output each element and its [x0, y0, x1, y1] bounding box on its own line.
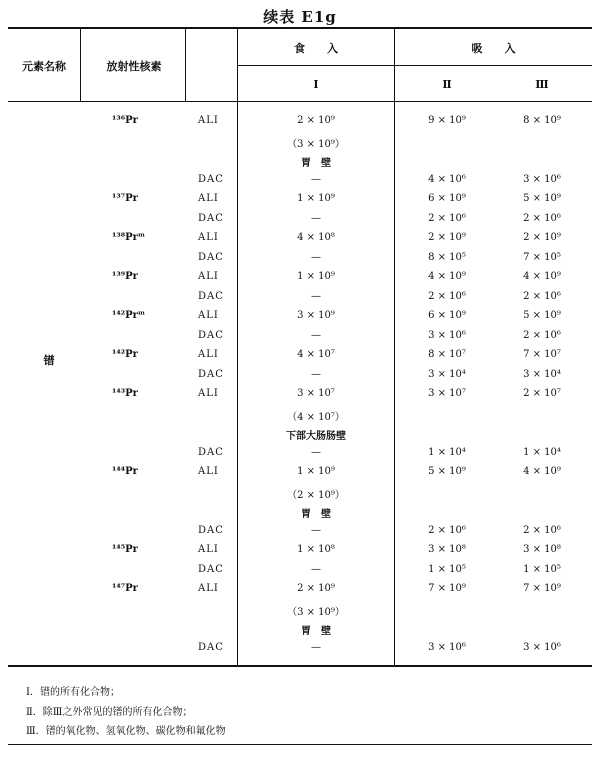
nuclide-cell: ¹³⁷Pr	[112, 193, 138, 204]
header-class-1: Ⅰ	[313, 78, 319, 91]
limit-type-cell: ALI	[198, 544, 219, 555]
limit-type-cell: ALI	[198, 583, 219, 594]
ingestion-cell: 1 × 10⁸	[297, 544, 335, 555]
inhalation-class-2-cell: 2 × 10⁶	[428, 212, 466, 224]
nuclide-cell: ¹⁴⁴Pr	[112, 466, 138, 477]
ingestion-cell: 下部大肠肠壁	[286, 431, 346, 442]
ingestion-cell: —	[311, 212, 321, 224]
inhalation-class-3-cell: 1 × 10⁴	[523, 446, 561, 458]
limit-type-cell: ALI	[198, 232, 219, 243]
col-divider-1	[80, 29, 81, 102]
limit-type-cell: ALI	[198, 388, 219, 399]
table-bottom-rule	[8, 665, 592, 667]
inhalation-class-2-cell: 9 × 10⁹	[428, 115, 466, 126]
limit-type-cell: DAC	[198, 368, 224, 380]
ingestion-cell: —	[311, 329, 321, 341]
inhalation-class-3-cell: 5 × 10⁹	[523, 310, 561, 321]
header-element-name: 元素名称	[22, 60, 66, 73]
inhalation-class-2-cell: 6 × 10⁹	[428, 193, 466, 204]
limit-type-cell: DAC	[198, 524, 224, 536]
limit-type-cell: DAC	[198, 446, 224, 458]
inhalation-class-3-cell: 2 × 10⁷	[523, 388, 561, 399]
header-ingestion: 食 入	[294, 42, 338, 55]
ingestion-cell: （4 × 10⁷）	[287, 411, 345, 423]
inhalation-class-3-cell: 7 × 10⁹	[523, 583, 561, 594]
inhalation-class-3-cell: 7 × 10⁵	[523, 251, 561, 263]
inhalation-class-3-cell: 2 × 10⁶	[523, 329, 561, 341]
inhalation-class-2-cell: 5 × 10⁹	[428, 466, 466, 477]
inhalation-class-3-cell: 3 × 10⁸	[523, 544, 561, 555]
nuclide-cell: ¹³⁹Pr	[112, 271, 138, 282]
inhalation-class-2-cell: 4 × 10⁶	[428, 173, 466, 185]
inhalation-class-2-cell: 2 × 10⁹	[428, 232, 466, 243]
limit-type-cell: ALI	[198, 271, 219, 282]
table-title: 续表 E1g	[263, 8, 337, 26]
nuclide-cell: ¹⁴³Pr	[112, 388, 138, 399]
limit-type-cell: DAC	[198, 329, 224, 341]
nuclide-cell: ¹³⁸Prᵐ	[112, 232, 146, 243]
inhalation-class-3-cell: 7 × 10⁷	[523, 349, 561, 360]
nuclide-cell: ¹⁴²Pr	[112, 349, 138, 360]
inhalation-class-3-cell: 3 × 10⁶	[523, 641, 561, 653]
inhalation-class-3-cell: 4 × 10⁹	[523, 271, 561, 282]
inhalation-class-3-cell: 3 × 10⁴	[523, 368, 561, 380]
inhalation-class-3-cell: 8 × 10⁹	[523, 115, 561, 126]
limit-type-cell: ALI	[198, 349, 219, 360]
inhalation-class-2-cell: 3 × 10⁴	[428, 368, 466, 380]
header-class-3: Ⅲ	[535, 78, 549, 91]
ingestion-cell: 胃 壁	[301, 626, 331, 637]
limit-type-cell: ALI	[198, 193, 219, 204]
header-inhalation: 吸 入	[471, 42, 516, 55]
element-name-cell: 镨	[43, 354, 55, 367]
ingestion-cell: —	[311, 641, 321, 653]
footnote-1: Ⅰ．镨的所有化合物；	[26, 687, 120, 698]
header-class-2: Ⅱ	[442, 78, 452, 91]
ingestion-cell: 4 × 10⁷	[297, 349, 335, 360]
footnote-3: Ⅲ．镨的氧化物、氢氧化物、碳化物和氟化物	[26, 726, 226, 737]
limit-type-cell: DAC	[198, 251, 224, 263]
inhalation-class-2-cell: 1 × 10⁵	[428, 563, 466, 575]
limit-type-cell: DAC	[198, 212, 224, 224]
ingestion-cell: （3 × 10⁹）	[287, 606, 345, 618]
col-divider-2	[185, 29, 186, 102]
ingestion-cell: —	[311, 524, 321, 536]
ingestion-cell: —	[311, 446, 321, 458]
inhalation-class-3-cell: 2 × 10⁶	[523, 524, 561, 536]
limit-type-cell: DAC	[198, 290, 224, 302]
inhalation-class-2-cell: 3 × 10⁸	[428, 544, 466, 555]
ingestion-cell: （3 × 10⁹）	[287, 138, 345, 150]
footnote-2: Ⅱ．除Ⅲ之外常见的镨的所有化合物；	[26, 707, 193, 718]
inhalation-class-3-cell: 5 × 10⁹	[523, 193, 561, 204]
ingestion-cell: 1 × 10⁹	[297, 271, 335, 282]
nuclide-cell: ¹⁴²Prᵐ	[112, 310, 146, 321]
inhalation-class-2-cell: 2 × 10⁶	[428, 524, 466, 536]
subheader-rule	[238, 65, 592, 66]
ingestion-cell: 1 × 10⁹	[297, 193, 335, 204]
limit-type-cell: ALI	[198, 466, 219, 477]
footnote-bottom-rule	[8, 744, 592, 745]
ingestion-cell: 胃 壁	[301, 158, 331, 169]
ingestion-cell: 1 × 10⁹	[297, 466, 335, 477]
top-rule	[8, 27, 592, 29]
inhalation-class-2-cell: 3 × 10⁶	[428, 641, 466, 653]
inhalation-class-3-cell: 2 × 10⁹	[523, 232, 561, 243]
inhalation-class-2-cell: 1 × 10⁴	[428, 446, 466, 458]
inhalation-class-3-cell: 4 × 10⁹	[523, 466, 561, 477]
ingestion-cell: —	[311, 368, 321, 380]
ingestion-cell: 3 × 10⁷	[297, 388, 335, 399]
header-bottom-rule	[8, 101, 592, 102]
limit-type-cell: ALI	[198, 310, 219, 321]
inhalation-class-2-cell: 4 × 10⁹	[428, 271, 466, 282]
ingestion-cell: （2 × 10⁹）	[287, 489, 345, 501]
header-nuclide: 放射性核素	[106, 60, 162, 73]
ingestion-cell: —	[311, 173, 321, 185]
inhalation-class-3-cell: 3 × 10⁶	[523, 173, 561, 185]
nuclide-cell: ¹⁴⁵Pr	[112, 544, 138, 555]
ingestion-cell: 4 × 10⁸	[297, 232, 335, 243]
limit-type-cell: DAC	[198, 173, 224, 185]
inhalation-class-2-cell: 8 × 10⁷	[428, 349, 466, 360]
inhalation-class-3-cell: 2 × 10⁶	[523, 212, 561, 224]
limit-type-cell: DAC	[198, 563, 224, 575]
inhalation-class-3-cell: 1 × 10⁵	[523, 563, 561, 575]
ingestion-cell: 2 × 10⁹	[297, 115, 335, 126]
inhalation-class-2-cell: 2 × 10⁶	[428, 290, 466, 302]
inhalation-class-2-cell: 6 × 10⁹	[428, 310, 466, 321]
inhalation-class-2-cell: 3 × 10⁷	[428, 388, 466, 399]
ingestion-cell: —	[311, 563, 321, 575]
limit-type-cell: DAC	[198, 641, 224, 653]
ingestion-cell: 胃 壁	[301, 509, 331, 520]
inhalation-class-2-cell: 8 × 10⁵	[428, 251, 466, 263]
inhalation-class-3-cell: 2 × 10⁶	[523, 290, 561, 302]
ingestion-cell: —	[311, 290, 321, 302]
limit-type-cell: ALI	[198, 115, 219, 126]
inhalation-class-2-cell: 3 × 10⁶	[428, 329, 466, 341]
ingestion-cell: 3 × 10⁹	[297, 310, 335, 321]
inhalation-class-2-cell: 7 × 10⁹	[428, 583, 466, 594]
ingestion-cell: 2 × 10⁹	[297, 583, 335, 594]
ingestion-cell: —	[311, 251, 321, 263]
nuclide-cell: ¹³⁶Pr	[112, 115, 138, 126]
nuclide-cell: ¹⁴⁷Pr	[112, 583, 138, 594]
